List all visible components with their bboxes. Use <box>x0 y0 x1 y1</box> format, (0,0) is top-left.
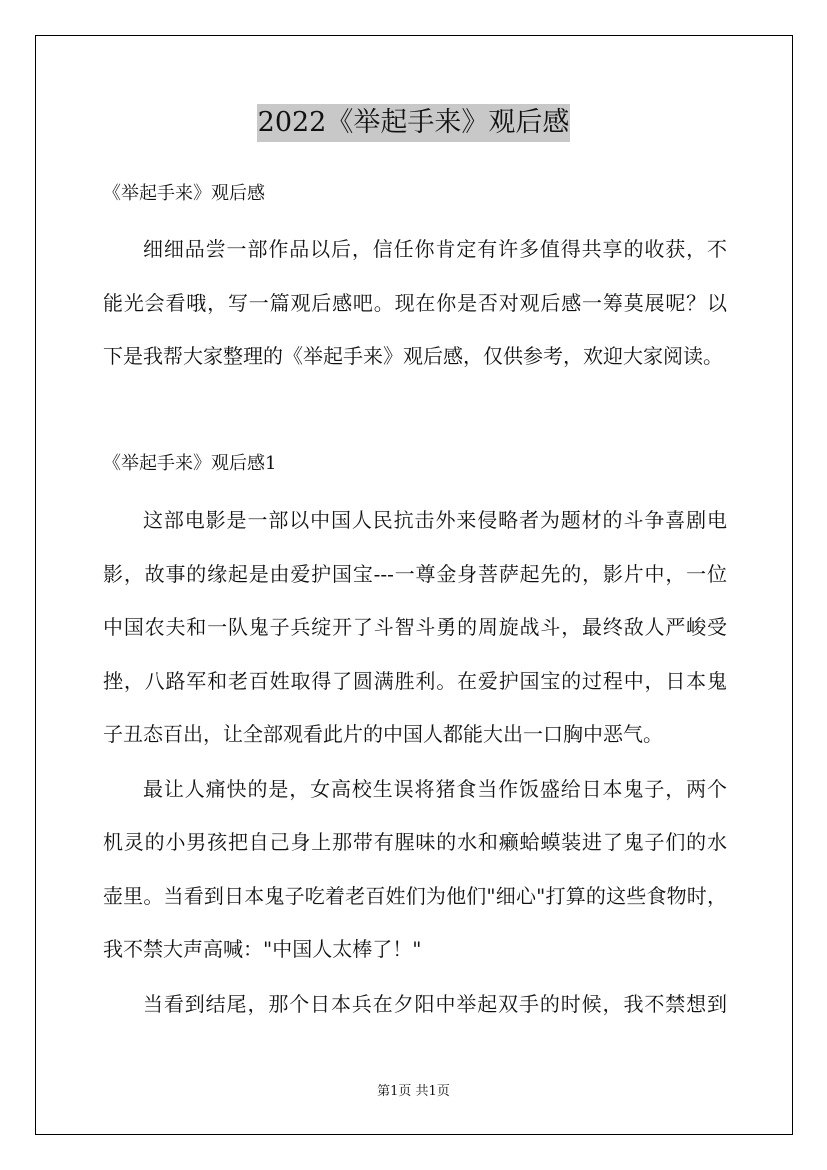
document-title: 2022《举起手来》观后感 <box>257 104 571 142</box>
section1-para1-line: 这部电影是一部以中国人民抗击外来侵略者为题材的斗争喜剧电 <box>143 508 727 532</box>
title-container <box>0 104 827 142</box>
intro-line: 能光会看哦，写一篇观后感吧。现在你是否对观后感一筹莫展呢？以 <box>103 291 727 315</box>
section1-para3-line: 当看到结尾，那个日本兵在夕阳中举起双手的时候，我不禁想到 <box>143 992 727 1016</box>
page-footer: 第1页 共1页 <box>377 1084 450 1099</box>
section1-para2-line: 我不禁大声高喊："中国人太棒了！" <box>103 937 422 961</box>
section1-para1-line: 影，故事的缘起是由爱护国宝---一尊金身菩萨起先的，影片中，一位 <box>103 562 727 586</box>
intro-heading: 《举起手来》观后感 <box>103 183 265 204</box>
intro-line: 下是我帮大家整理的《举起手来》观后感，仅供参考，欢迎大家阅读。 <box>103 344 723 368</box>
section1-para1-line: 子丑态百出，让全部观看此片的中国人都能大出一口胸中恶气。 <box>103 722 663 746</box>
section1-para1-line: 挫，八路军和老百姓取得了圆满胜利。在爱护国宝的过程中，日本鬼 <box>103 669 727 693</box>
section1-para2-line: 最让人痛快的是，女高校生误将猪食当作饭盛给日本鬼子，两个 <box>143 777 727 801</box>
section1-heading: 《举起手来》观后感1 <box>103 453 277 474</box>
intro-line: 细细品尝一部作品以后，信任你肯定有许多值得共享的收获，不 <box>143 237 727 261</box>
section1-para1-line: 中国农夫和一队鬼子兵绽开了斗智斗勇的周旋战斗，最终敌人严峻受 <box>103 615 727 639</box>
section1-para2-line: 壶里。当看到日本鬼子吃着老百姓们为他们"细心"打算的这些食物时， <box>103 884 727 908</box>
section1-para2-line: 机灵的小男孩把自己身上那带有腥味的水和癞蛤蟆装进了鬼子们的水 <box>103 830 727 854</box>
